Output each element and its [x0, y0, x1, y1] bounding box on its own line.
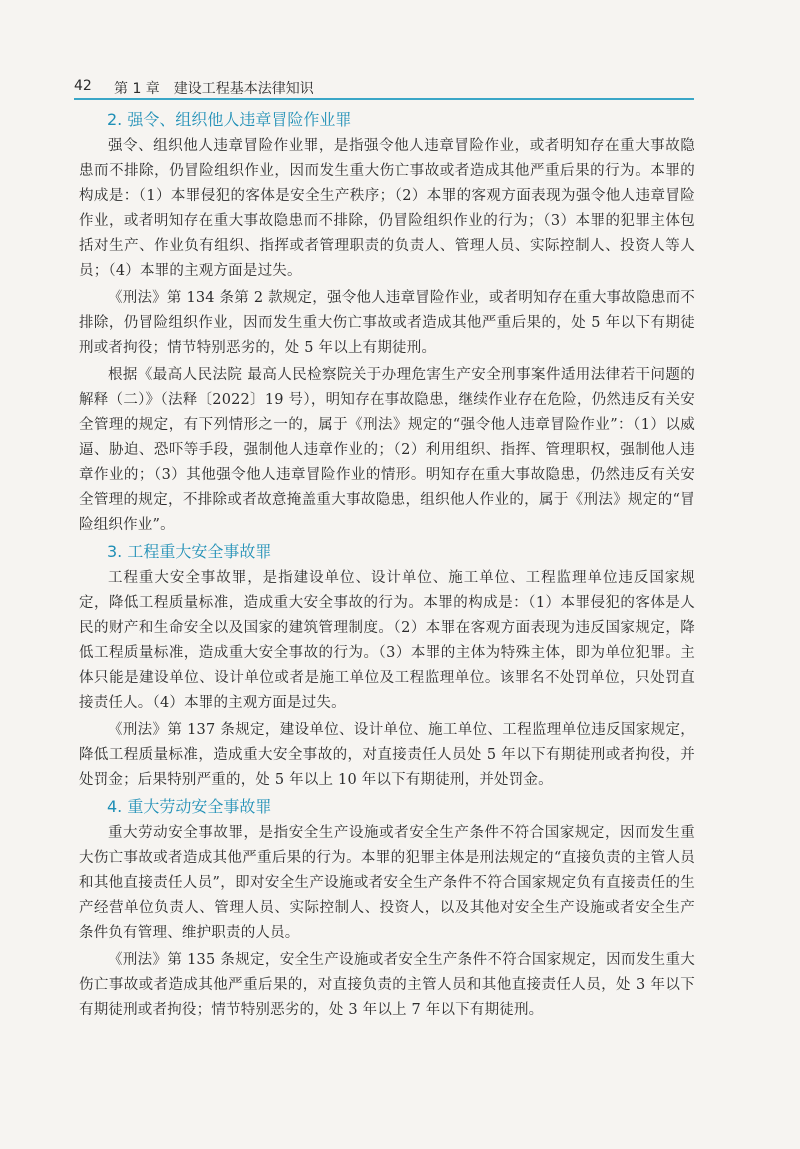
header-rule	[74, 98, 694, 100]
body-paragraph: 《刑法》第 134 条第 2 款规定，强令他人违章冒险作业，或者明知存在重大事故隐患而不排除，仍冒险组织作业，因而发生重大伤亡事故或者造成其他严重后果的，处 5 年以下有期徒刑或者拘役；情节特别恶劣的，处 5 年以上有期徒刑。	[79, 290, 695, 356]
body-paragraph: 强令、组织他人违章冒险作业罪，是指强令他人违章冒险作业，或者明知存在重大事故隐患而不排除，仍冒险组织作业，因而发生重大伤亡事故或者造成其他严重后果的行为。本罪的构成是：（1）本罪侵犯的客体是安全生产秩序；（2）本罪的客观方面表现为强令他人违章冒险作业，或者明知存在重大事故隐患而不排除，仍冒险组织作业的行为；（3）本罪的犯罪主体包括对生产、作业负有组织、指挥或者管理职责的负责人、管理人员、实际控制人、投资人等人员；（4）本罪的主观方面是过失。	[79, 138, 695, 279]
running-header	[74, 78, 694, 104]
body-paragraph: 《刑法》第 135 条规定，安全生产设施或者安全生产条件不符合国家规定，因而发生重大伤亡事故或者造成其他严重后果的，对直接负责的主管人员和其他直接责任人员，处 3 年以下有期徒刑或者拘役；情节特别恶劣的，处 3 年以上 7 年以下有期徒刑。	[79, 952, 695, 1018]
section-heading: 2. 强令、组织他人违章冒险作业罪	[107, 110, 352, 129]
body-paragraph: 工程重大安全事故罪，是指建设单位、设计单位、施工单位、工程监理单位违反国家规定，降低工程质量标准，造成重大安全事故的行为。本罪的构成是：（1）本罪侵犯的客体是人民的财产和生命安全以及国家的建筑管理制度。（2）本罪在客观方面表现为违反国家规定，降低工程质量标准，造成重大安全事故的行为。（3）本罪的主体为特殊主体，即为单位犯罪。主体只能是建设单位、设计单位或者是施工单位及工程监理单位。该罪名不处罚单位，只处罚直接责任人。（4）本罪的主观方面是过失。	[79, 570, 695, 711]
chapter-title: 第 1 章 建设工程基本法律知识	[114, 81, 314, 97]
body-paragraph: 重大劳动安全事故罪，是指安全生产设施或者安全生产条件不符合国家规定，因而发生重大伤亡事故或者造成其他严重后果的行为。本罪的犯罪主体是刑法规定的“直接负责的主管人员和其他直接责任人员”，即对安全生产设施或者安全生产条件不符合国家规定负有直接责任的生产经营单位负责人、管理人员、实际控制人、投资人，以及其他对安全生产设施或者安全生产条件负有管理、维护职责的人员。	[79, 825, 695, 941]
page-number: 42	[74, 78, 92, 94]
body-paragraph: 《刑法》第 137 条规定，建设单位、设计单位、施工单位、工程监理单位违反国家规定，降低工程质量标准，造成重大安全事故的，对直接责任人员处 5 年以下有期徒刑或者拘役，并处罚金；后果特别严重的，处 5 年以上 10 年以下有期徒刑，并处罚金。	[79, 722, 695, 788]
page-body	[79, 106, 695, 1025]
section-heading: 3. 工程重大安全事故罪	[107, 542, 272, 561]
body-paragraph: 根据《最高人民法院 最高人民检察院关于办理危害生产安全刑事案件适用法律若干问题的解释（二）》（法释〔2022〕19 号），明知存在事故隐患，继续作业存在危险，仍然违反有关安全管理的规定，有下列情形之一的，属于《刑法》规定的“强令他人违章冒险作业”：（1）以威逼、胁迫、恐吓等手段，强制他人违章作业的；（2）利用组织、指挥、管理职权，强制他人违章作业的；（3）其他强令他人违章冒险作业的情形。明知存在重大事故隐患，仍然违反有关安全管理的规定，不排除或者故意掩盖重大事故隐患，组织他人作业的，属于《刑法》规定的“冒险组织作业”。	[79, 367, 695, 533]
section-heading: 4. 重大劳动安全事故罪	[107, 797, 272, 816]
